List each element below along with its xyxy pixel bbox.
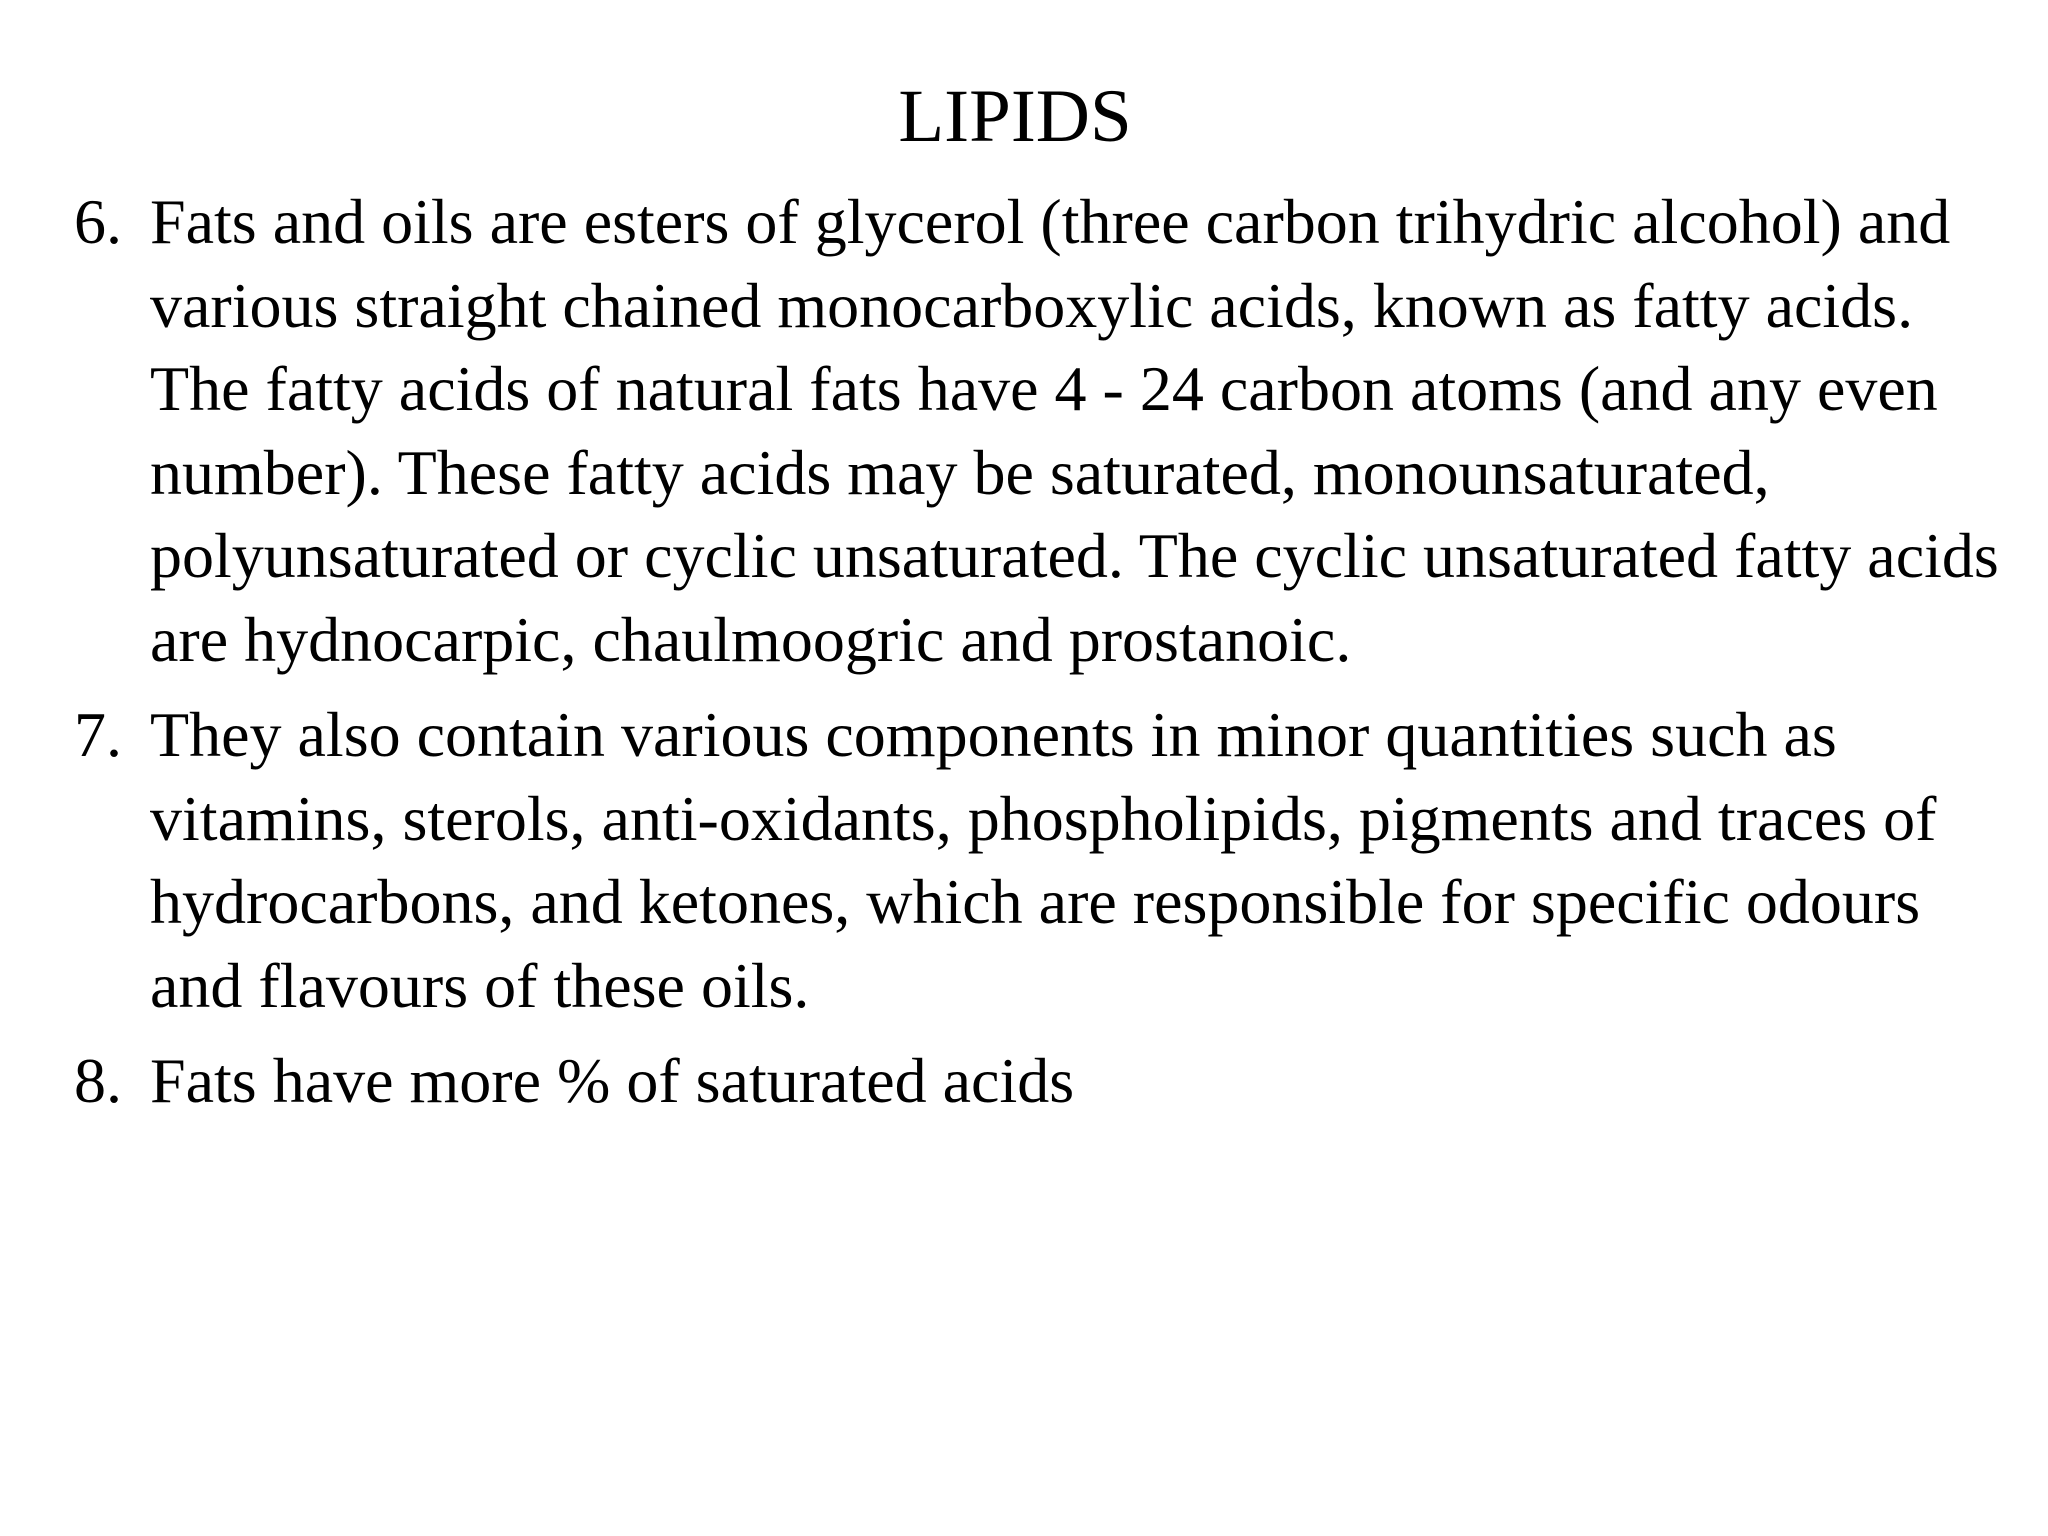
list-item-text: Fats and oils are esters of glycerol (three carbon trihydric alcohol) and various straight chained monocarboxylic acids, known as fatty acids. The fatty acids of natural fats have 4 - 24 carbon atoms (and any even number). These fatty acids may be saturated, monounsaturated, polyunsaturated or cyclic unsaturated. The cyclic unsaturated fatty acids are hydnocarpic, chaulmoogric and prostanoic. <box>150 186 1999 675</box>
slide-title: LIPIDS <box>898 75 1132 158</box>
list-item <box>74 1039 2014 1123</box>
list-item-number: 8. <box>74 1045 122 1116</box>
list-item-text: They also contain various components in minor quantities such as vitamins, sterols, anti-oxidants, phospholipids, pigments and traces of hydrocarbons, and ketones, which are responsible for specific odours and flavours of these oils. <box>150 699 1937 1021</box>
list-item-text: Fats have more % of saturated acids <box>150 1045 1075 1116</box>
list-item-number: 7. <box>74 699 122 770</box>
list-item <box>74 180 2014 681</box>
list-item-number: 6. <box>74 186 122 257</box>
list-item <box>74 693 2014 1027</box>
slide-body <box>74 180 2014 1123</box>
